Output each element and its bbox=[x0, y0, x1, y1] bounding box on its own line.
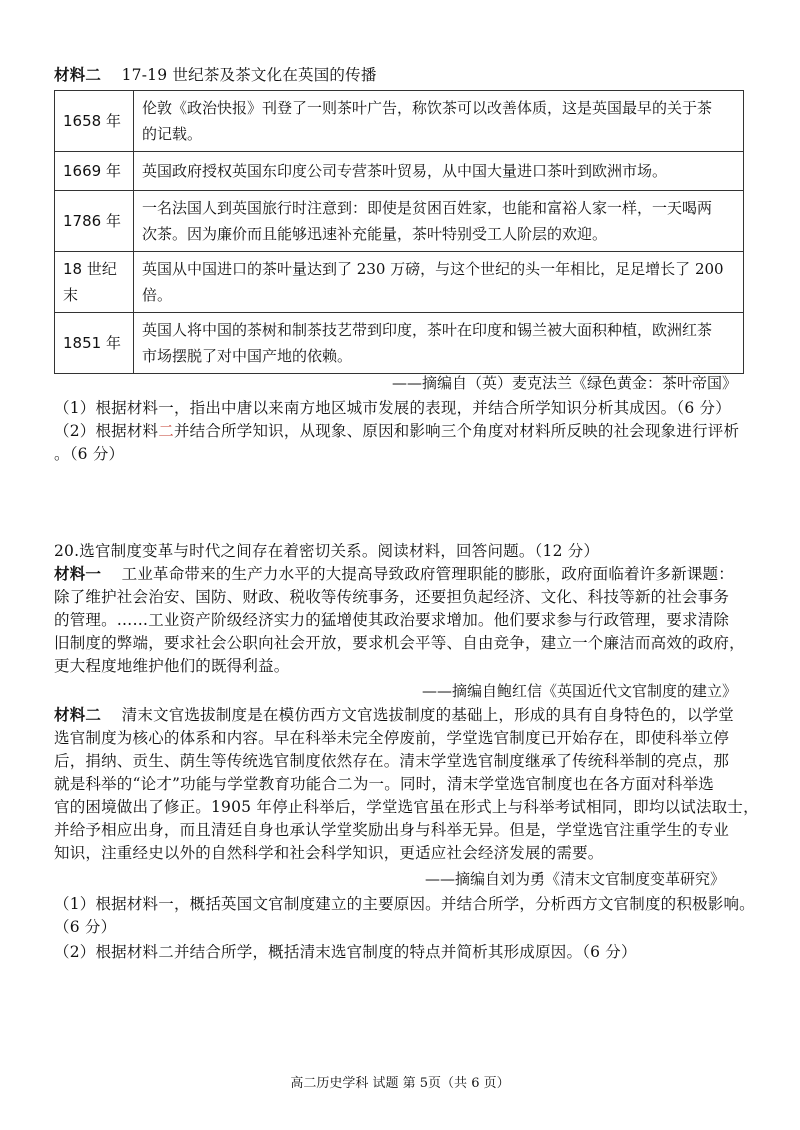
material-2-title-line bbox=[54, 64, 754, 86]
material-2-line: 就是科举的“论才”功能与学堂教育功能合二为一。同时，清末学堂选官制度也在各方面对科举选 bbox=[54, 775, 714, 793]
table-row bbox=[55, 191, 744, 252]
material-2-line: 后，捐纳、贡生、荫生等传统选官制度依然存在。清末学堂选官制度继承了传统科举制的亮点，那 bbox=[54, 752, 730, 770]
question-20-heading: 20.选官制度变革与时代之间存在着密切关系。阅读材料，回答问题。（12 分） bbox=[54, 542, 600, 560]
table-row bbox=[55, 91, 744, 152]
material-1-line: 旧制度的弊端，要求社会公职向社会开放，要求机会平等、自由竞争，建立一个廉洁而高效的政府， bbox=[54, 634, 745, 652]
table-row bbox=[55, 152, 744, 191]
question-19-1: （1）根据材料一，指出中唐以来南方地区城市发展的表现，并结合所学知识分析其成因。（6 分） bbox=[54, 399, 731, 417]
material-2-line: 材料二 清末文官选拔制度是在模仿西方文官选拔制度的基础上，形成的具有自身特色的，以学堂 bbox=[54, 705, 734, 724]
question-19-2-score: 。（6 分） bbox=[54, 445, 125, 463]
table-row bbox=[55, 313, 744, 374]
material-1-source: ——摘编自鲍红信《英国近代文官制度的建立》 bbox=[422, 682, 738, 700]
table-year: 1658 年 bbox=[55, 91, 134, 152]
material-2-line: 并给予相应出身，而且清廷自身也承认学堂奖励出身与科举无异。但是，学堂选官注重学生的专业 bbox=[54, 821, 730, 839]
question-20-2: （2）根据材料二并结合所学，概括清末选官制度的特点并简析其形成原因。（6 分） bbox=[54, 943, 637, 961]
table-text: 伦敦《政治快报》刊登了一则茶叶广告，称饮茶可以改善体质，这是英国最早的关于茶 的记载。 bbox=[134, 91, 744, 152]
question-20-1-score: （6 分） bbox=[54, 918, 117, 936]
highlighted-text: 二 bbox=[158, 422, 174, 440]
material-2-label: 材料二 bbox=[54, 65, 102, 84]
page-footer: 高二历史学科 试题 第 5页（共 6 页） bbox=[290, 1076, 510, 1091]
question-19-2: （2）根据材料二并结合所学知识，从现象、原因和影响三个角度对材料所反映的社会现象进行评析 bbox=[54, 422, 740, 440]
table-year: 1786 年 bbox=[55, 191, 134, 252]
table-text: 英国从中国进口的茶叶量达到了 230 万磅，与这个世纪的头一年相比，足足增长了 200 倍。 bbox=[134, 252, 744, 313]
material-2-line: 官的困境做出了修正。1905 年停止科举后，学堂选官虽在形式上与科举考试相同，即均以试法取士， bbox=[54, 798, 759, 816]
tea-history-table bbox=[54, 90, 744, 374]
material-2-line: 选官制度为核心的体系和内容。早在科举未完全停废前，学堂选官制度已开始存在，即使科举立停 bbox=[54, 729, 730, 747]
material-1-line: 除了维护社会治安、国防、财政、税收等传统事务，还要担负起经济、文化、科技等新的社会事务 bbox=[54, 588, 730, 606]
material-1-line: 更大程度地维护他们的既得利益。 bbox=[54, 657, 290, 675]
material-2-title: 17-19 世纪茶及茶文化在英国的传播 bbox=[121, 66, 377, 84]
table-year: 1669 年 bbox=[55, 152, 134, 191]
material-2-line: 知识，注重经史以外的自然科学和社会科学知识，更适应社会经济发展的需要。 bbox=[54, 844, 604, 862]
material-2b-label: 材料二 bbox=[54, 705, 102, 724]
table-year: 1851 年 bbox=[55, 313, 134, 374]
material-2b-source: ——摘编自刘为勇《清末文官制度变革研究》 bbox=[425, 870, 726, 888]
table-row bbox=[55, 252, 744, 313]
question-20-1: （1）根据材料一，概括英国文官制度建立的主要原因。并结合所学，分析西方文官制度的积极影响。 bbox=[54, 895, 755, 913]
table-text: 一名法国人到英国旅行时注意到：即使是贫困百姓家，也能和富裕人家一样，一天喝两 次茶。因为廉价而且能够迅速补充能量，茶叶特别受工人阶层的欢迎。 bbox=[134, 191, 744, 252]
table-text: 英国政府授权英国东印度公司专营茶叶贸易，从中国大量进口茶叶到欧洲市场。 bbox=[134, 152, 744, 191]
table-year: 18 世纪末 bbox=[55, 252, 134, 313]
material-1-line: 材料一 工业革命带来的生产力水平的大提高导致政府管理职能的膨胀，政府面临着许多新课题： bbox=[54, 564, 734, 583]
material-1-label: 材料一 bbox=[54, 564, 102, 583]
table-text: 英国人将中国的茶树和制茶技艺带到印度，茶叶在印度和锡兰被大面积种植，欧洲红茶 市场摆脱了对中国产地的依赖。 bbox=[134, 313, 744, 374]
material-2-source: ——摘编自（英）麦克法兰《绿色黄金：茶叶帝国》 bbox=[392, 374, 738, 392]
material-1-line: 的管理。……工业资产阶级经济实力的猛增使其政治要求增加。他们要求参与行政管理，要求清除 bbox=[54, 611, 730, 629]
